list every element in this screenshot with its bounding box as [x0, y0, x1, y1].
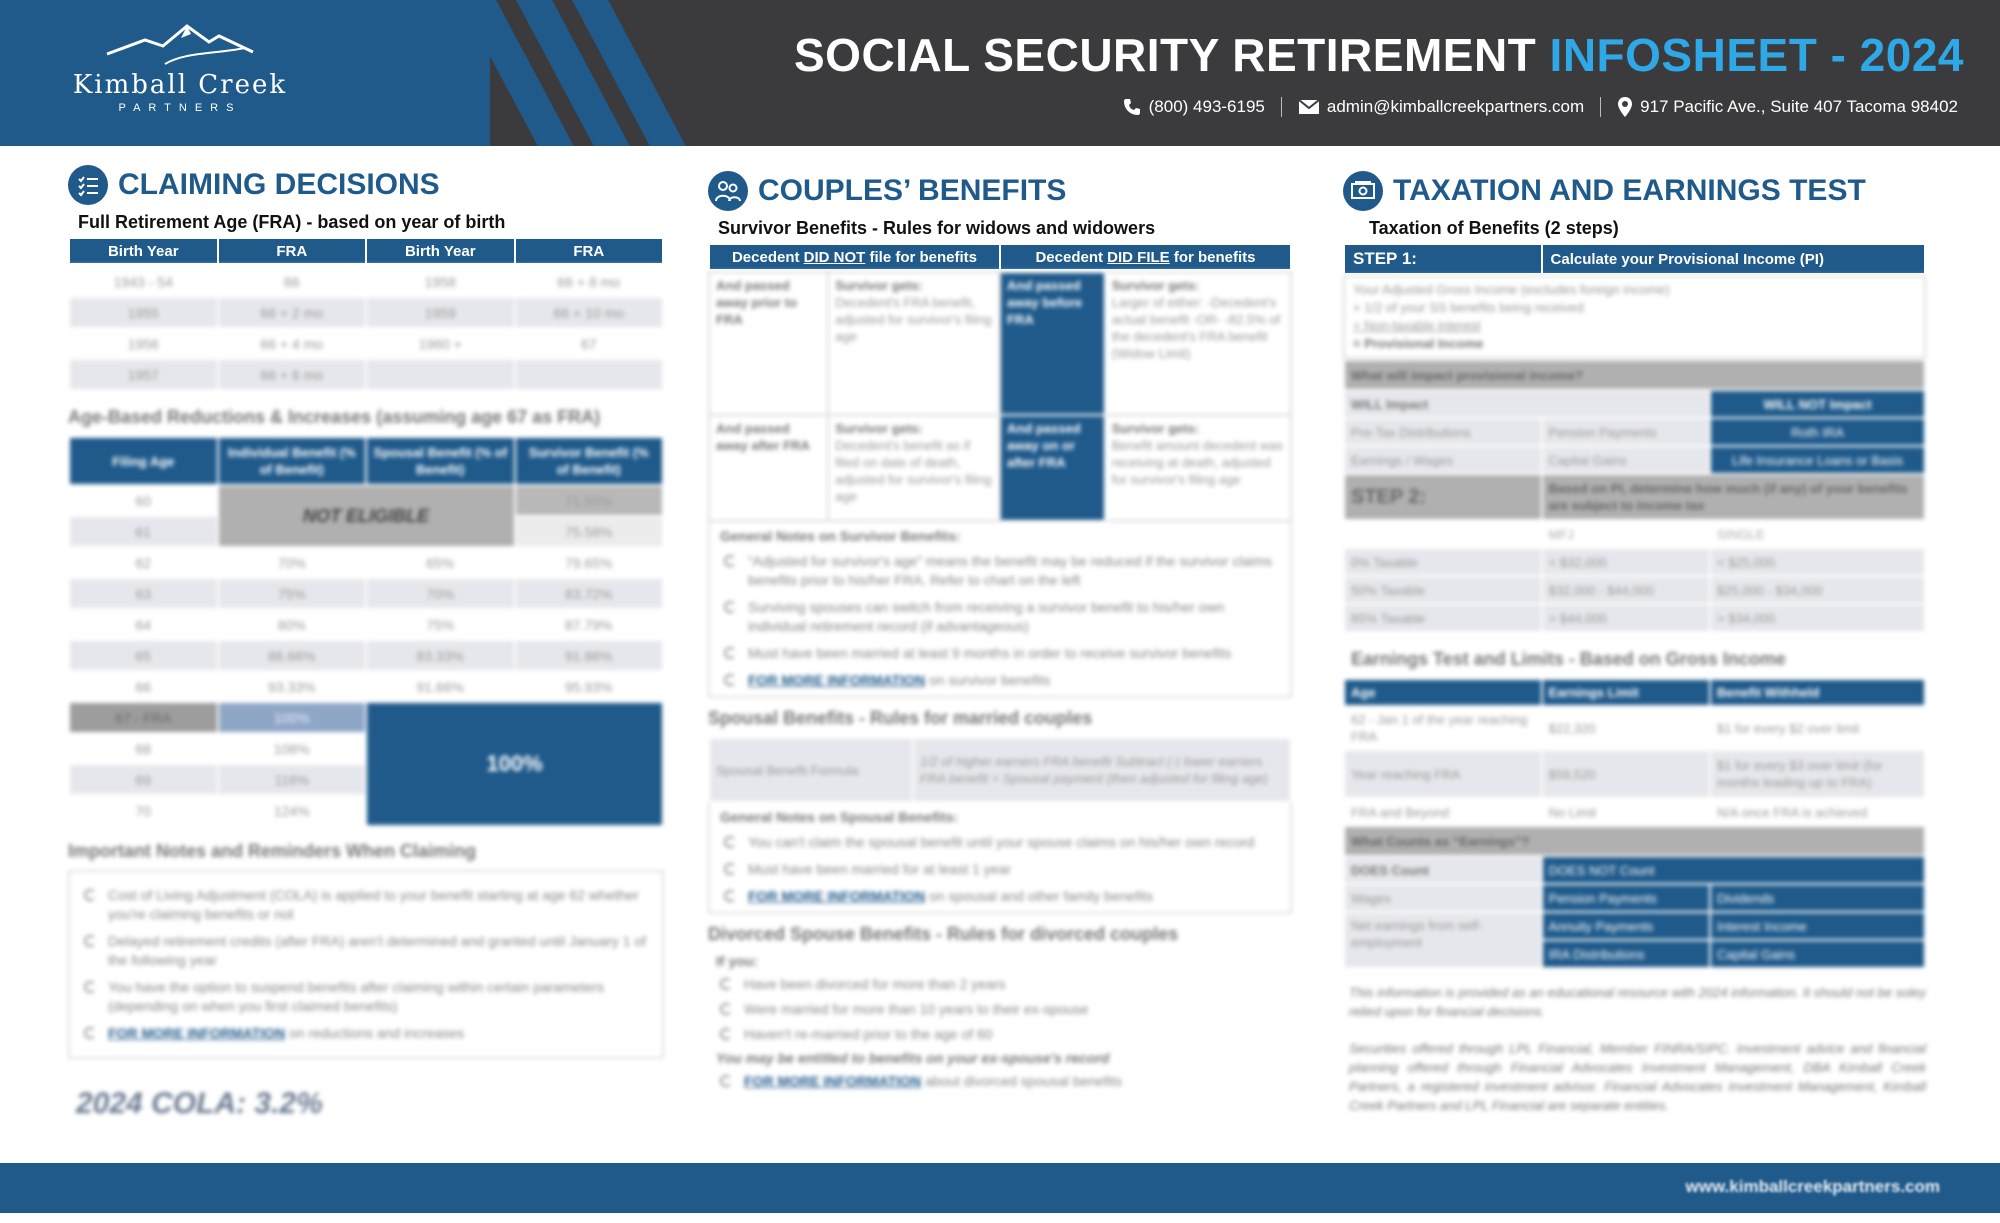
table-cell: 86.66% — [218, 640, 367, 671]
note-text: Surviving spouses can switch from receiving a survivor benefit to his/her own individual retirement record (if advantageous) — [748, 599, 1225, 634]
notes-box — [68, 870, 664, 1059]
survivor-more-link[interactable]: FOR MORE INFORMATION — [748, 672, 926, 688]
survivor-cell — [709, 272, 828, 415]
table-cell: Dividends — [1710, 884, 1925, 912]
cell-label: And passed away on or after FRA — [1006, 421, 1081, 470]
header-text: file for benefits — [865, 248, 978, 266]
bullet-icon — [84, 1027, 96, 1039]
header-text: for benefits — [1169, 248, 1256, 266]
will-impact: WILL Impact — [1344, 390, 1710, 418]
table-cell: Pension Payments — [1542, 418, 1710, 446]
page-title — [794, 28, 1964, 82]
table-row — [69, 328, 663, 359]
logo-name: Kimball Creek — [72, 70, 288, 100]
step1-label: STEP 1: — [1344, 244, 1542, 274]
note-text: Cost of Living Adjustment (COLA) is applied to your benefit starting at age 62 whether you're claiming benefits or not — [108, 887, 639, 922]
spousal-title: Spousal Benefits - Rules for married couples — [708, 708, 1093, 728]
divorced-section — [708, 953, 1292, 1091]
tax-title: Taxation of Benefits (2 steps) — [1369, 218, 1619, 238]
website-link[interactable]: www.kimballcreekpartners.com — [1685, 1177, 1940, 1196]
header-emphasis: DID NOT — [803, 248, 866, 266]
note-text: Must have been married for at least 1 year — [748, 861, 1012, 877]
cell-text: Benefit amount decedent was receiving at death, adjusted for survivor's filing age — [1111, 438, 1284, 487]
fra-title: Full Retirement Age (FRA) - based on year of birth — [78, 212, 506, 232]
table-cell: 100% — [218, 702, 367, 733]
bullet-icon — [720, 1075, 732, 1087]
list-item — [716, 1072, 1292, 1091]
impact-title: What will impact provisional income? — [1344, 360, 1925, 390]
bullet-icon — [724, 836, 736, 848]
cell-gets: Survivor gets: — [1111, 421, 1200, 436]
table-cell: 60 — [69, 485, 218, 516]
table-cell: 62 - Jan 1 of the year reaching FRA — [1344, 706, 1542, 750]
table-cell — [366, 359, 515, 390]
tax-body — [1343, 275, 1926, 1115]
table-cell: 65% — [366, 547, 515, 578]
spousal-more-link[interactable]: FOR MORE INFORMATION — [748, 888, 926, 904]
cell-text: Decedent's FRA benefit, adjusted for survivor's filing age — [835, 295, 992, 344]
wages: Wages — [1344, 884, 1542, 912]
table-cell: > $44,000 — [1542, 604, 1710, 632]
table-cell: $1 for every $3 over limit (for months leading up to FRA) — [1710, 750, 1925, 798]
cell-label: And passed away before FRA — [1006, 278, 1083, 327]
table-row — [69, 266, 663, 297]
step2-label: STEP 2: — [1344, 474, 1542, 520]
note-text: Were married for more than 10 years to their ex-spouse — [744, 1001, 1089, 1017]
pi-line: + Non-taxable interest — [1353, 318, 1481, 333]
table-cell: 66 + 8 mo — [515, 266, 664, 297]
table-cell: Annuity Payments — [1542, 912, 1710, 940]
bullet-icon — [724, 863, 736, 875]
cell-gets: Survivor gets: — [835, 421, 923, 436]
survivor-cell — [709, 415, 828, 521]
step1-desc: Calculate your Provisional Income (PI) — [1542, 244, 1925, 274]
table-cell: 93.33% — [218, 671, 367, 702]
table-cell: Year reaching FRA — [1344, 750, 1542, 798]
did-not-file-header — [709, 244, 1000, 270]
earn-header: Benefit Withheld — [1710, 679, 1925, 706]
survivor-cell — [1105, 415, 1291, 521]
list-item — [720, 833, 1280, 852]
table-cell: Pre-Tax Distributions — [1344, 418, 1542, 446]
table-cell: 62 — [69, 547, 218, 578]
table-cell: 91.86% — [515, 640, 664, 671]
table-cell: N/A once FRA is achieved — [1710, 798, 1925, 826]
address-text: 917 Pacific Ave., Suite 407 Tacoma 98402 — [1640, 97, 1958, 116]
cell-gets: Survivor gets: — [835, 278, 923, 293]
survivor-cell — [1000, 415, 1105, 521]
table-cell: 75.58% — [515, 516, 664, 547]
cell-label: And passed away prior to FRA — [716, 278, 797, 327]
table-cell: FRA and Beyond — [1344, 798, 1542, 826]
survivor-table-header — [708, 243, 1292, 271]
age-header: Survivor Benefit (% of Benefit) — [515, 437, 664, 485]
list-item — [720, 598, 1280, 636]
note-text: You have the option to suspend benefits after claiming within certain parameters (depending on when you first claimed benefits) — [108, 979, 605, 1014]
pi-line: + 1/2 of your SS benefits being received — [1353, 300, 1584, 315]
table-cell: 1957 — [69, 359, 218, 390]
survivor-notes-title: General Notes on Survivor Benefits: — [720, 528, 961, 544]
survivor-title: Survivor Benefits - Rules for widows and widowers — [718, 218, 1156, 238]
table-cell: 87.79% — [515, 609, 664, 640]
step2-desc: Based on PI, determine how much (if any) of your benefits are subject to income tax — [1542, 474, 1925, 520]
table-cell: Roth IRA — [1710, 418, 1925, 446]
does-not-count: DOES NOT Count — [1542, 856, 1925, 884]
divorced-if: If you: — [716, 953, 758, 969]
table-cell: 79.65% — [515, 547, 664, 578]
company-logo — [60, 22, 300, 114]
table-cell: Interest Income — [1710, 912, 1925, 940]
bullet-icon — [84, 935, 96, 947]
survivor-table — [708, 271, 1292, 522]
table-cell: 66 — [218, 266, 367, 297]
divorced-title: Divorced Spouse Benefits - Rules for divorced couples — [708, 924, 1179, 944]
mountain-logo-icon — [105, 22, 255, 68]
couples-heading-text: COUPLES’ BENEFITS — [758, 174, 1067, 207]
table-cell: 95.93% — [515, 671, 664, 702]
table-cell: SINGLE — [1710, 520, 1925, 548]
table-cell: 68 — [69, 733, 218, 764]
fra-header: FRA — [218, 238, 367, 264]
pi-line: = Provisional Income — [1353, 336, 1484, 351]
table-cell: 67 — [515, 328, 664, 359]
bullet-icon — [84, 889, 96, 901]
table-cell: 0% Taxable — [1344, 548, 1542, 576]
age-section — [68, 407, 664, 1121]
table-cell: 85% Taxable — [1344, 604, 1542, 632]
fra-table-body — [68, 265, 664, 391]
cell-text: Decedent's benefit as if filed on date of death, adjusted for survivor's filing age — [835, 438, 992, 504]
table-cell: IRA Distributions — [1542, 940, 1710, 968]
survivor-more-text: on survivor benefits — [925, 672, 1051, 688]
logo-subtitle: PARTNERS — [118, 102, 242, 114]
table-cell: $59,520 — [1542, 750, 1710, 798]
fra-table — [68, 237, 664, 265]
couple-icon — [708, 171, 748, 211]
table-row — [69, 359, 663, 390]
table-cell: $1 for every $2 over limit — [1710, 706, 1925, 750]
survivor-body — [708, 271, 1292, 1091]
survivor-cell — [828, 415, 1000, 521]
couples-benefits-column — [708, 166, 1292, 1097]
survivor-notes-box — [708, 522, 1292, 698]
table-cell: 1958 — [366, 266, 515, 297]
list-item — [80, 978, 652, 1016]
table-cell: 64 — [69, 609, 218, 640]
divorced-more-link[interactable]: FOR MORE INFORMATION — [744, 1073, 922, 1089]
table-cell: 50% Taxable — [1344, 576, 1542, 604]
footer-bar — [0, 1163, 2000, 1213]
cell-gets: Survivor gets: — [1111, 278, 1200, 293]
location-pin-icon — [1617, 96, 1633, 118]
table-cell: $22,320 — [1542, 706, 1710, 750]
list-item — [720, 671, 1280, 690]
table-cell: 66 + 6 mo — [218, 359, 367, 390]
step1-header — [1343, 243, 1926, 275]
table-cell: 65 — [69, 640, 218, 671]
bullet-icon — [724, 601, 736, 613]
table-cell: Life Insurance Loans or Basis — [1710, 446, 1925, 474]
table-row — [69, 297, 663, 328]
earn-title: Earnings Test and Limits - Based on Gross Income — [1351, 649, 1786, 669]
tax-heading — [1343, 166, 1926, 216]
contact-divider — [1281, 97, 1282, 117]
table-cell: 70% — [366, 578, 515, 609]
cell-text: Larger of either: -Decedent's actual benefit -OR- -82.5% of the decedent's FRA benefit (Widow Limit) — [1111, 295, 1281, 361]
spousal-formula-text: 1/2 of higher earners FRA benefit Subtract (-) lower earners FRA benefit = Spousal payment (then adjusted for filing age) — [913, 738, 1291, 802]
table-cell: 63 — [69, 578, 218, 609]
spousal-notes-title: General Notes on Spousal Benefits: — [720, 809, 959, 825]
claiming-heading — [68, 160, 664, 210]
table-cell: Pension Payments — [1542, 884, 1710, 912]
table-cell: 1960 + — [366, 328, 515, 359]
impact-table — [1343, 359, 1926, 633]
note-text: Haven't re-married prior to the age of 60 — [744, 1026, 993, 1042]
title-accent: INFOSHEET - 2024 — [1549, 29, 1964, 81]
bullet-icon — [720, 1028, 732, 1040]
contact-divider — [1600, 97, 1601, 117]
table-cell: 91.66% — [366, 671, 515, 702]
phone-icon — [1122, 97, 1142, 117]
table-cell: 124% — [218, 795, 367, 826]
cell-label: And passed away after FRA — [716, 421, 810, 453]
earnings-table — [1343, 678, 1926, 969]
list-item — [720, 644, 1280, 663]
list-item — [80, 1024, 652, 1043]
bullet-icon — [84, 981, 96, 993]
table-cell: $25,000 - $34,000 — [1710, 576, 1925, 604]
age-header: Filing Age — [69, 437, 218, 485]
spousal-notes-box — [708, 803, 1292, 914]
header-text: Decedent — [1035, 248, 1108, 266]
table-cell: 66 + 2 mo — [218, 297, 367, 328]
checklist-icon — [68, 165, 108, 205]
table-cell: 108% — [218, 733, 367, 764]
fra-header: Birth Year — [69, 238, 218, 264]
table-cell: 75% — [218, 578, 367, 609]
cola-value: 2024 COLA: 3.2% — [76, 1087, 323, 1120]
bullet-icon — [724, 674, 736, 686]
bullet-icon — [724, 890, 736, 902]
fra-header: FRA — [515, 238, 664, 264]
email-link[interactable]: admin@kimballcreekpartners.com — [1326, 97, 1585, 116]
survivor-cell — [1000, 272, 1105, 415]
taxation-column — [1343, 166, 1926, 1115]
table-cell: MFJ — [1542, 520, 1710, 548]
table-cell: 70 — [69, 795, 218, 826]
table-cell: < $25,000 — [1710, 548, 1925, 576]
title-main: SOCIAL SECURITY RETIREMENT — [794, 29, 1550, 81]
table-cell: 70% — [218, 547, 367, 578]
pi-box — [1343, 275, 1926, 359]
disclaimer-education: This information is provided as an educational resource with 2024 information. It should not be soley relied upon for financial decisions. — [1349, 985, 1926, 1019]
list-item — [720, 552, 1280, 590]
mail-icon — [1298, 99, 1320, 115]
table-cell: 71.50% — [515, 485, 664, 516]
header-banner — [0, 0, 2000, 146]
counts-title: What Counts as “Earnings”? — [1344, 826, 1925, 856]
header-text: Decedent — [731, 248, 804, 266]
header-emphasis: DID FILE — [1107, 248, 1170, 266]
table-cell: 75% — [366, 609, 515, 640]
survivor-cell — [1105, 272, 1291, 415]
claiming-heading-text: CLAIMING DECISIONS — [118, 168, 440, 201]
bullet-icon — [720, 1003, 732, 1015]
age-title: Age-Based Reductions & Increases (assuming age 67 as FRA) — [68, 407, 601, 427]
survivor-cell — [828, 272, 1000, 415]
table-cell: 69 — [69, 764, 218, 795]
contact-bar — [1122, 96, 1958, 118]
divorced-more-text: about divorced spousal benefits — [921, 1073, 1122, 1089]
list-item — [80, 886, 652, 924]
more-info-link[interactable]: FOR MORE INFORMATION — [108, 1025, 286, 1041]
list-item — [720, 887, 1280, 906]
self-employment: Net earnings from self-employment — [1344, 912, 1542, 968]
table-cell: 83.33% — [366, 640, 515, 671]
table-cell: 83.72% — [515, 578, 664, 609]
table-cell: Capital Gains — [1542, 446, 1710, 474]
note-text: Delayed retirement credits (after FRA) aren't determined and granted until January 1 of the following year — [108, 933, 647, 968]
table-cell: 66 + 4 mo — [218, 328, 367, 359]
spousal-more-text: on spousal and other family benefits — [925, 888, 1154, 904]
tax-heading-text: TAXATION AND EARNINGS TEST — [1393, 174, 1866, 207]
table-cell: 1955 — [69, 297, 218, 328]
fra-header: Birth Year — [366, 238, 515, 264]
money-icon — [1343, 171, 1383, 211]
disclaimer-securities: Securities offered through LPL Financial, Member FINRA/SIPC. Investment advice and financial planning offered through Financial Advocates Investment Management, DBA Kimball Creek Partners, a registered investment advisor. Financial Advocates Investment Management, Kimball Creek Partners and LPL Financial are separate entities. — [1349, 1041, 1926, 1113]
table-cell: 1956 — [69, 328, 218, 359]
table-cell: 67 - FRA — [69, 702, 218, 733]
notes-title: Important Notes and Reminders When Claiming — [68, 841, 477, 861]
does-count: DOES Count — [1344, 856, 1542, 884]
age-table — [68, 436, 664, 827]
not-eligible-cell: NOT ELIGIBLE — [218, 485, 515, 547]
table-cell: > $34,000 — [1710, 604, 1925, 632]
note-text: “Adjusted for survivor's age” means the benefit may be reduced if the survivor claims benefits prior to his/her FRA. Refer to chart on the left — [748, 553, 1273, 588]
age-header: Spousal Benefit (% of Benefit) — [366, 437, 515, 485]
table-cell — [1344, 520, 1542, 548]
table-cell: Capital Gains — [1710, 940, 1925, 968]
age-header: Individual Benefit (% of Benefit) — [218, 437, 367, 485]
did-file-header — [1000, 244, 1291, 270]
note-text: Must have been married at least 9 months in order to receive survivor benefits — [748, 645, 1232, 661]
table-cell — [515, 359, 664, 390]
earn-header: Earnings Limit — [1542, 679, 1710, 706]
note-text: Have been divorced for more than 2 years — [744, 976, 1006, 992]
list-item — [716, 1000, 1292, 1019]
more-info-text: on reductions and increases — [285, 1025, 465, 1041]
divorced-entitled: You may be entitled to benefits on your ex-spouse's record — [716, 1050, 1110, 1066]
table-cell: 1943 - 54 — [69, 266, 218, 297]
table-cell: 66 — [69, 671, 218, 702]
couples-heading — [708, 166, 1292, 216]
full-benefit-cell: 100% — [366, 702, 663, 826]
table-cell: 61 — [69, 516, 218, 547]
list-item — [716, 1025, 1292, 1044]
claiming-decisions-column — [68, 160, 664, 1121]
list-item — [80, 932, 652, 970]
will-not-impact: WILL NOT Impact — [1710, 390, 1925, 418]
list-item — [720, 860, 1280, 879]
table-cell: < $32,000 — [1542, 548, 1710, 576]
note-text: You can't claim the spousal benefit until your spouse claims on his/her own record — [748, 834, 1255, 850]
table-cell: No Limit — [1542, 798, 1710, 826]
table-cell: Earnings / Wages — [1344, 446, 1542, 474]
table-cell: 1959 — [366, 297, 515, 328]
pi-line: Your Adjusted Gross Income (excludes foreign income) — [1353, 282, 1670, 297]
phone-link[interactable]: (800) 493-6195 — [1148, 97, 1265, 116]
table-cell: $32,000 - $44,000 — [1542, 576, 1710, 604]
bullet-icon — [724, 555, 736, 567]
list-item — [716, 975, 1292, 994]
earn-header: Age — [1344, 679, 1542, 706]
table-cell: 116% — [218, 764, 367, 795]
table-cell: 66 + 10 mo — [515, 297, 664, 328]
spousal-formula-label: Spousal Benefit Formula — [709, 738, 913, 802]
spousal-formula-table — [708, 737, 1292, 803]
table-cell: 80% — [218, 609, 367, 640]
bullet-icon — [720, 978, 732, 990]
bullet-icon — [724, 647, 736, 659]
